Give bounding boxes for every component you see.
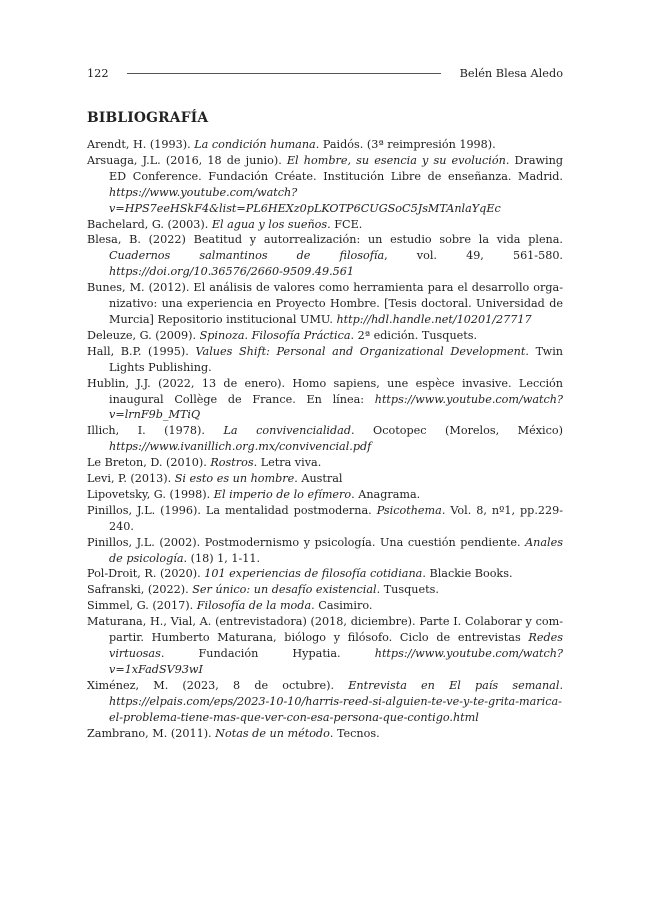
bibliography-entry [87, 614, 563, 678]
bibliography-entry [87, 423, 563, 455]
entry-italic-text: https://www.ivanillich.org.mx/convivencial.pdf [109, 440, 372, 454]
entry-text: . 2ª edición. Tusquets. [350, 328, 478, 342]
entry-text: Le Breton, D. (2010). [87, 456, 211, 470]
entry-text: Pinillos, J.L. (1996). La mentalidad postmoderna. [87, 503, 377, 517]
entry-italic-text: Ser único: un desafío existencial [192, 583, 377, 597]
bibliography-entry [87, 232, 563, 280]
entry-text: Zambrano, M. (2011). [87, 726, 216, 740]
header-rule [127, 73, 441, 74]
bibliography-entry [87, 598, 563, 614]
entry-italic-text: Rostros [210, 456, 254, 470]
bibliography-entry [87, 344, 563, 376]
entry-text: Bachelard, G. (2003). [87, 217, 212, 231]
page-header [87, 66, 563, 82]
entry-italic-text: Si esto es un hombre [174, 472, 295, 486]
bibliography-entry [87, 535, 563, 567]
bibliography-entry [87, 280, 563, 328]
entry-text: . Twin Lights Publishing. [109, 344, 563, 374]
entry-italic-text: https://doi.org/10.36576/2660-9509.49.561 [109, 265, 355, 279]
entry-text: . Austral [294, 472, 343, 486]
entry-italic-text: Values Shift: Personal and Organizational Development [195, 344, 526, 358]
bibliography-entry [87, 503, 563, 535]
entry-italic-text: Notas de un método [215, 726, 330, 740]
entry-text: . Blackie Books. [422, 567, 513, 581]
entry-italic-text: https://elpais.com/eps/2023-10-10/harris-reed-si-alguien-te-ve-y-te-grita-marica-el-problema-tiene-mas-que-ver-con-esa-persona-que-contigo.html [109, 694, 562, 724]
entry-text: . FCE. [327, 217, 363, 231]
entry-italic-text: La convivencialidad [223, 424, 351, 438]
entry-italic-text: 101 experiencias de filosofía cotidiana [204, 567, 423, 581]
bibliography-entry [87, 455, 563, 471]
bibliography-entry [87, 376, 563, 424]
page-number: 122 [87, 67, 109, 80]
entry-italic-text: Psicothema [376, 503, 442, 517]
entry-text: Simmel, G. (2017). [87, 599, 197, 613]
bibliography-entry [87, 726, 563, 742]
entry-text: . Drawing ED Conference. Fundación Créate. Institución Libre de enseñanza. Madrid. [109, 153, 564, 183]
entry-text: Levi, P. (2013). [87, 472, 175, 486]
section-title: BIBLIOGRAFÍA [87, 110, 209, 126]
entry-text: . Anagrama. [351, 487, 421, 501]
entry-italic-text: Filosofía de la moda [196, 599, 312, 613]
entry-text: . Casimiro. [311, 599, 373, 613]
bibliography-entry [87, 582, 563, 598]
entry-text: . Letra viva. [253, 456, 322, 470]
entry-italic-text: El hombre, su esencia y su evolución [286, 153, 506, 167]
entry-italic-text: Redes virtuosas [109, 631, 563, 660]
bibliography-entry [87, 217, 563, 233]
entry-text: Ximénez, M. (2023, 8 de octubre). [87, 678, 349, 692]
entry-text: Maturana, H., Vial, A. (entrevistadora) (2018, diciembre). Parte I. Colaborar y compartir. Humberto Maturana, biólogo y filósofo. Ciclo de entrevistas [87, 615, 563, 645]
entry-text: . [559, 678, 563, 692]
entry-text: Hall, B.P. (1995). [87, 344, 196, 358]
entry-text: Arsuaga, J.L. (2016, 18 de junio). [87, 153, 287, 167]
entry-text: Safranski, (2022). [87, 583, 193, 597]
entry-text: . Tusquets. [376, 583, 439, 597]
entry-text: . Paidós. (3ª reimpresión 1998). [315, 138, 496, 151]
bibliography-entry [87, 328, 563, 344]
entry-text: Illich, I. (1978). [87, 424, 224, 438]
bibliography-list [87, 137, 563, 741]
entry-text: . Fundación Hypatia. [160, 647, 375, 660]
running-head-author: Belén Blesa Aledo [459, 67, 563, 80]
bibliography-entry [87, 678, 563, 726]
entry-text: Deleuze, G. (2009). [87, 328, 200, 342]
entry-italic-text: https://www.youtube.com/watch?v=lrnF9b_MTiQ [109, 392, 563, 422]
entry-text: Blesa, B. (2022) Beatitud y autorrealización: un estudio sobre la vida plena. [87, 233, 563, 247]
entry-text: . Ocotopec (Morelos, México) [350, 424, 563, 438]
entry-text: Lipovetsky, G. (1998). [87, 487, 214, 501]
entry-italic-text: https://www.youtube.com/watch?v=1xFadSV93wI [109, 647, 563, 676]
entry-text: . Tecnos. [329, 726, 380, 740]
bibliography-entry [87, 153, 563, 217]
entry-text: Pol-Droit, R. (2020). [87, 567, 205, 581]
entry-text: Hublin, J.J. (2022, 13 de enero). Homo sapiens, une espèce invasive. Lección inaugural Collège de France. En línea: [87, 376, 563, 406]
entry-text: Arendt, H. (1993). [87, 138, 195, 151]
entry-italic-text: Cuadernos salmantinos de filosofía [109, 249, 385, 263]
entry-italic-text: Anales de psicología [109, 535, 563, 565]
entry-text: Bunes, M. (2012). El análisis de valores como herramienta para el desarrollo organizativo: una experiencia en Proyecto Hombre. [Tesis doctoral. Universidad de Murcia] Repositorio institucional UMU. [87, 281, 563, 326]
entry-text: . (18) 1, 1-11. [183, 551, 261, 565]
bibliography-entry [87, 471, 563, 487]
entry-text: . Vol. 8, nº1, pp.229-240. [109, 503, 564, 533]
entry-italic-text: http://hdl.handle.net/10201/27717 [336, 312, 532, 326]
entry-italic-text: https://www.youtube.com/watch?v=HPS7eeHSkF4&list=PL6HEXz0pLKOTP6CUGSoC5JsMTAnlaYqEc [109, 185, 501, 215]
entry-italic-text: El agua y los sueños [211, 217, 328, 231]
entry-italic-text: Spinoza. Filosofía Práctica [199, 328, 351, 342]
entry-italic-text: La condición humana [194, 138, 316, 151]
bibliography-entry [87, 137, 563, 153]
bibliography-entry [87, 487, 563, 503]
entry-text: Pinillos, J.L. (2002). Postmodernismo y psicología. Una cuestión pendiente. [87, 535, 526, 549]
entry-text: , vol. 49, 561-580. [384, 249, 563, 263]
entry-italic-text: El imperio de lo efímero [213, 487, 352, 501]
entry-italic-text: Entrevista en El país semanal [348, 678, 560, 692]
bibliography-entry [87, 566, 563, 582]
